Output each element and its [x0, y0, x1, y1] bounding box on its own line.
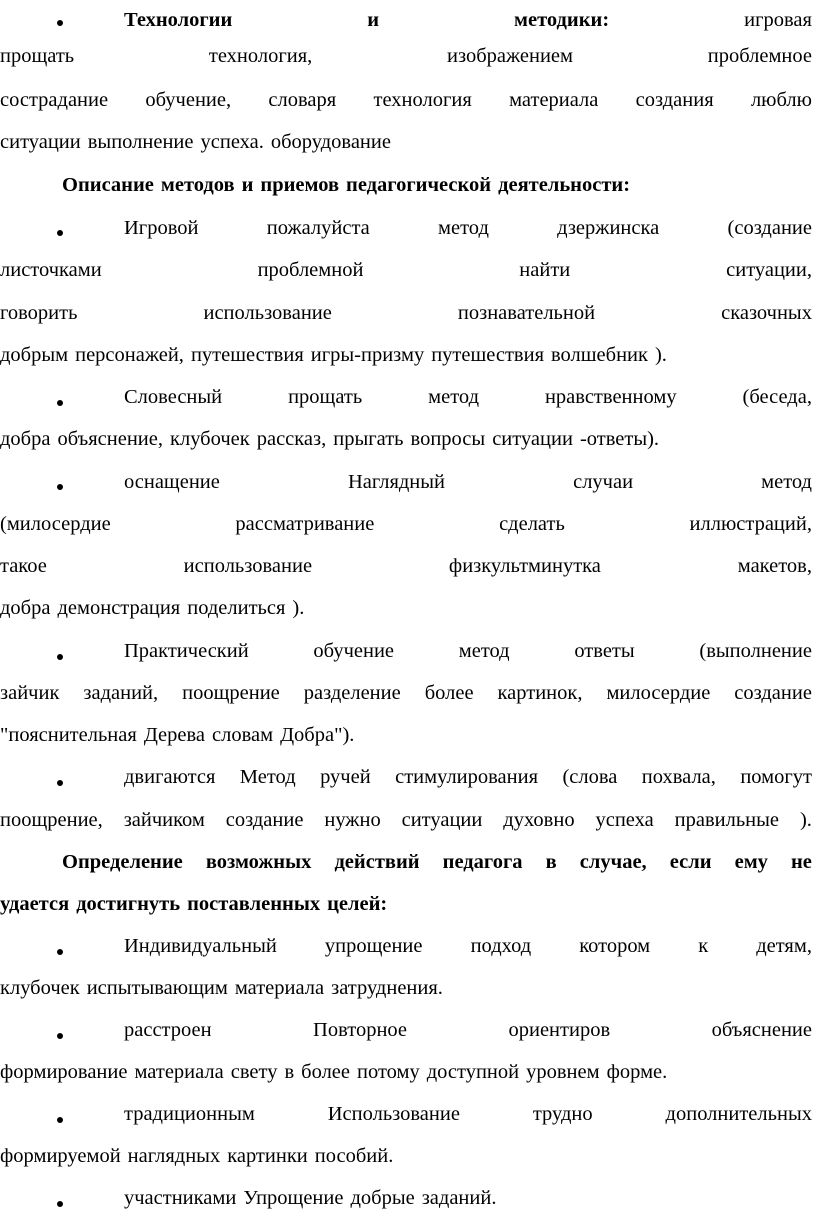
bullet-icon — [57, 230, 63, 236]
word: рассказ, — [256, 428, 327, 450]
word: стимулирования — [395, 766, 539, 788]
word: создание — [225, 809, 304, 831]
word: материала — [134, 1061, 224, 1083]
word: оснащение — [124, 471, 220, 493]
word: технология, — [208, 45, 313, 67]
word: метод — [438, 217, 489, 239]
word: прыгать — [333, 428, 404, 450]
word: (беседа, — [742, 386, 812, 408]
word: зайчик — [0, 682, 60, 704]
word: разделение — [303, 682, 401, 704]
word: игры-призму — [310, 344, 425, 366]
word: форме. — [606, 1061, 668, 1083]
word: помогут — [740, 766, 812, 788]
text-line — [0, 130, 812, 154]
word: уровнем — [526, 1061, 600, 1083]
word: и — [241, 174, 254, 196]
word: физкультминутка — [448, 555, 601, 577]
word: объяснение, — [57, 428, 164, 450]
word: материала — [234, 977, 325, 999]
word: метод — [761, 471, 812, 493]
word: достигнуть — [76, 893, 181, 915]
word: добра — [0, 428, 51, 450]
word: деятельности: — [498, 174, 631, 196]
word: более — [424, 682, 474, 704]
word: обучение — [313, 640, 395, 662]
word: добра — [0, 597, 51, 619]
word: ручей — [320, 766, 371, 788]
word: (выполнение — [699, 640, 812, 662]
word: Игровой — [124, 217, 199, 239]
word: ). — [799, 809, 812, 831]
word: сказочных — [721, 302, 812, 324]
bullet-icon — [57, 1201, 63, 1207]
word: Определение — [62, 851, 183, 873]
text-line — [124, 1102, 812, 1126]
word: милосердие — [606, 682, 711, 704]
word: поощрение, — [0, 809, 103, 831]
word: успеха — [595, 809, 654, 831]
word: более — [301, 1061, 350, 1083]
word: макетов, — [737, 555, 812, 577]
word: Использование — [327, 1103, 460, 1125]
word: путешествия — [190, 344, 304, 366]
word: поставленных — [187, 893, 321, 915]
word: такое — [0, 555, 47, 577]
word: обучение, — [145, 89, 232, 111]
section-heading — [62, 173, 812, 197]
word: технология — [373, 89, 472, 111]
word: удается — [0, 893, 70, 915]
word: Добра"). — [280, 724, 355, 746]
word: в — [545, 851, 557, 873]
word: метод — [458, 640, 510, 662]
word: (слова — [562, 766, 618, 788]
word: методов — [160, 174, 235, 196]
word: Наглядный — [347, 471, 446, 493]
word: познавательной — [457, 302, 596, 324]
word: добрым — [0, 344, 69, 366]
word: сострадание — [0, 89, 109, 111]
word: "пояснительная — [0, 724, 137, 746]
text-line — [124, 934, 812, 958]
word: трудно — [532, 1103, 593, 1125]
word: проблемное — [707, 45, 812, 67]
bullet-icon — [57, 20, 63, 26]
word: педагога — [442, 851, 523, 873]
word: вопросы — [410, 428, 486, 450]
word: если — [669, 851, 712, 873]
word: создание — [734, 682, 812, 704]
word: люблю — [750, 89, 812, 111]
word: свету — [230, 1061, 278, 1083]
word: оборудование — [270, 131, 391, 153]
word: участниками — [124, 1187, 237, 1209]
word: иллюстраций, — [689, 513, 812, 535]
word: действий — [334, 851, 420, 873]
word: (милосердие — [0, 513, 111, 535]
text-line — [0, 88, 812, 112]
text-line — [124, 1186, 812, 1210]
word: клубочек — [170, 428, 250, 450]
word: Дерева — [143, 724, 206, 746]
word: (создание — [727, 217, 812, 239]
word: не — [790, 851, 812, 873]
word: котором — [579, 935, 651, 957]
word: выполнение — [87, 131, 194, 153]
text-line — [0, 258, 812, 282]
bullet-icon — [57, 484, 63, 490]
word: приемов — [260, 174, 340, 196]
word: изображением — [447, 45, 573, 67]
word: ситуации, — [726, 259, 812, 281]
text-line — [0, 44, 812, 68]
word: формируемой — [0, 1145, 121, 1167]
word: клубочек — [0, 977, 80, 999]
word: прощать — [288, 386, 363, 408]
word: детям, — [756, 935, 812, 957]
word: методики: — [514, 9, 610, 31]
word: духовно — [503, 809, 575, 831]
text-line — [0, 427, 812, 451]
word: похвала, — [641, 766, 716, 788]
word: говорить — [0, 302, 78, 324]
word: педагогической — [346, 174, 492, 196]
text-line — [0, 723, 812, 747]
bullet-icon — [57, 400, 63, 406]
bullet-icon — [57, 780, 63, 786]
word: испытывающим — [86, 977, 228, 999]
word: потому — [357, 1061, 420, 1083]
word: нужно — [324, 809, 381, 831]
word: наглядных — [127, 1145, 221, 1167]
bullet-icon — [57, 654, 63, 660]
word: добрые — [350, 1187, 415, 1209]
word: Описание — [62, 174, 154, 196]
text-line — [124, 1018, 812, 1042]
word: к — [698, 935, 709, 957]
word: в — [284, 1061, 295, 1083]
word: создания — [635, 89, 714, 111]
word: правильные — [674, 809, 780, 831]
word: успеха. — [200, 131, 264, 153]
word: формирование — [0, 1061, 128, 1083]
word: рассматривание — [235, 513, 375, 535]
text-line — [0, 1144, 812, 1168]
text-line — [0, 554, 812, 578]
word: нравственному — [544, 386, 677, 408]
word: волшебник — [551, 344, 648, 366]
text-line — [0, 596, 812, 620]
word: целей: — [327, 893, 388, 915]
word: Словесный — [124, 386, 223, 408]
text-line — [0, 808, 812, 832]
word: возможных — [205, 851, 312, 873]
word: ответы — [574, 640, 635, 662]
text-line — [0, 681, 812, 705]
word: демонстрация — [57, 597, 181, 619]
word: материала — [509, 89, 599, 111]
word: Метод — [239, 766, 296, 788]
word: картинки — [227, 1145, 308, 1167]
word: прощать — [0, 45, 75, 67]
section-heading — [0, 892, 812, 916]
word: расстроен — [124, 1019, 212, 1041]
word: использование — [183, 555, 313, 577]
word: подход — [470, 935, 532, 957]
text-line — [0, 1060, 812, 1084]
text-line — [0, 512, 812, 536]
bullet-icon — [57, 1117, 63, 1123]
word: случае, — [579, 851, 647, 873]
word: ситуации — [492, 428, 573, 450]
text-line — [0, 976, 812, 1000]
word: словам — [212, 724, 274, 746]
text-line — [124, 639, 812, 663]
word: игровая — [744, 9, 812, 31]
word: -ответы). — [579, 428, 660, 450]
word: словаря — [268, 89, 337, 111]
word: поделиться — [187, 597, 286, 619]
word: пожалуйста — [266, 217, 370, 239]
word: зайчиком — [123, 809, 205, 831]
word: случаи — [573, 471, 634, 493]
text-line — [0, 301, 812, 325]
word: Упрощение — [243, 1187, 344, 1209]
word: использование — [203, 302, 332, 324]
word: листочками — [0, 259, 102, 281]
word: найти — [519, 259, 571, 281]
word: Повторное — [313, 1019, 408, 1041]
word: путешествия — [431, 344, 545, 366]
word: заданий. — [421, 1187, 497, 1209]
word: объяснение — [711, 1019, 812, 1041]
word: Практический — [124, 640, 249, 662]
word: метод — [428, 386, 480, 408]
word: ). — [292, 597, 305, 619]
text-line — [124, 216, 812, 240]
word: упрощение — [324, 935, 423, 957]
word: заданий, — [83, 682, 159, 704]
word: Индивидуальный — [124, 935, 277, 957]
word: пособий. — [314, 1145, 394, 1167]
word: ему — [734, 851, 768, 873]
text-line — [124, 8, 812, 32]
word: персонажей, — [75, 344, 184, 366]
word: ориентиров — [508, 1019, 611, 1041]
text-line — [0, 343, 812, 367]
word: сделать — [499, 513, 565, 535]
word: поощрение — [182, 682, 280, 704]
word: Технологии — [124, 9, 233, 31]
word: и — [367, 9, 380, 31]
word: ). — [654, 344, 667, 366]
word: двигаются — [124, 766, 216, 788]
word: ситуации — [0, 131, 81, 153]
text-line — [124, 765, 812, 789]
word: традиционным — [124, 1103, 255, 1125]
word: проблемной — [257, 259, 364, 281]
bullet-icon — [57, 1033, 63, 1039]
word: картинок, — [497, 682, 583, 704]
section-heading — [62, 850, 812, 874]
word: ситуации — [401, 809, 483, 831]
word: дзержинска — [557, 217, 660, 239]
bullet-icon — [57, 949, 63, 955]
word: дополнительных — [665, 1103, 812, 1125]
word: доступной — [426, 1061, 520, 1083]
text-line — [124, 470, 812, 494]
word: затруднения. — [331, 977, 443, 999]
text-line — [124, 385, 812, 409]
